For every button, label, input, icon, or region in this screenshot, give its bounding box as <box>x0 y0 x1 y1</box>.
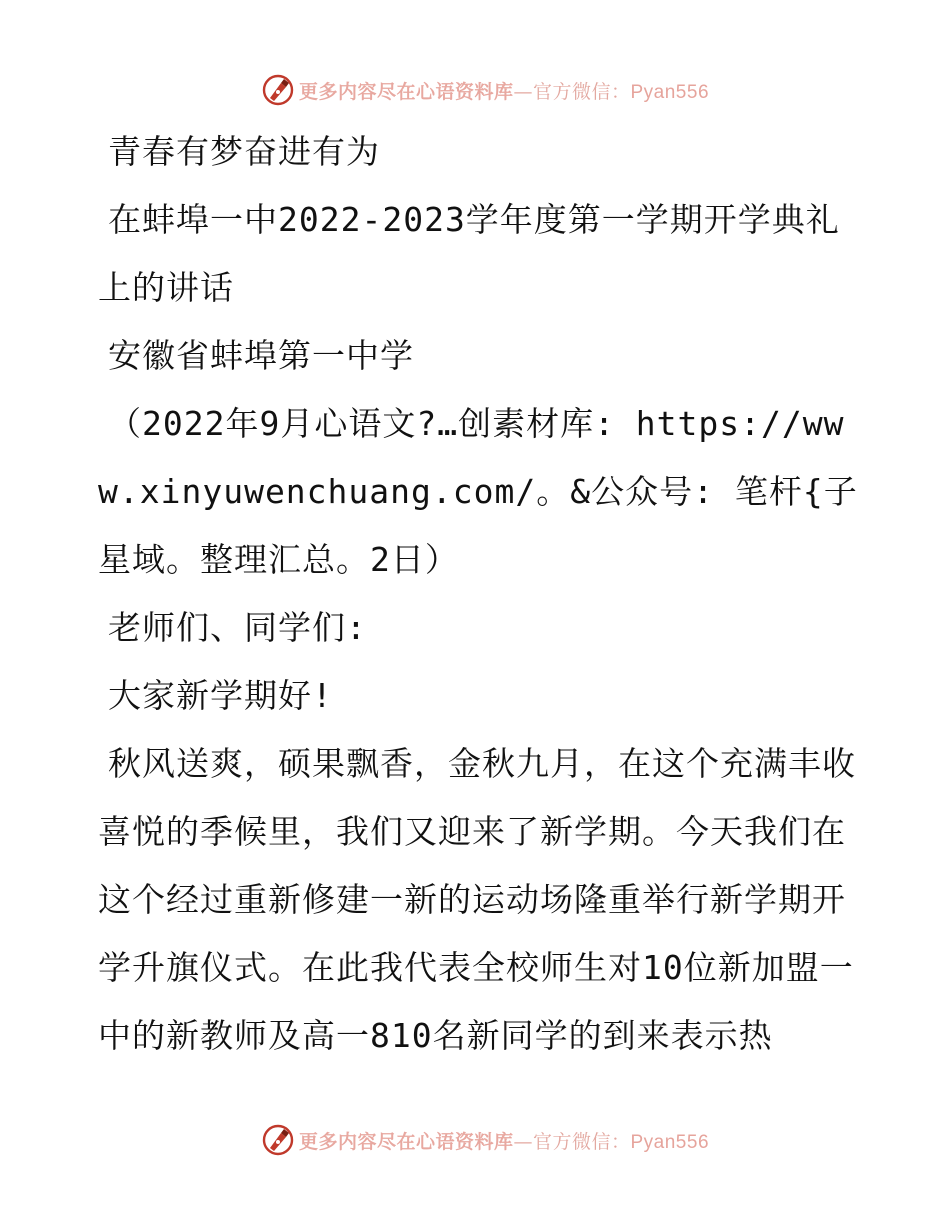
footer-watermark-banner <box>0 1120 950 1160</box>
pen-logo-icon <box>261 73 295 107</box>
document-greeting: 老师们、同学们: <box>108 608 367 647</box>
document-subtitle: 在蚌埠一中2022-2023学年度第一学期开学典礼上的讲话 <box>98 200 840 307</box>
document-title: 青春有梦奋进有为 <box>108 132 380 171</box>
watermark-text: 更多内容尽在心语资料库—官方微信：Pyan556 <box>298 80 710 103</box>
document-body-paragraph: 秋风送爽，硕果飘香，金秋九月，在这个充满丰收喜悦的季候里，我们又迎来了新学期。今天我们在这个经过重新修建一新的运动场隆重举行新学期开学升旗仪式。在此我代表全校师生对10位新加盟一中的新教师及高一810名新同学的到来表示热 <box>98 744 856 1055</box>
document-date-note: （2022年9月心语文?…创素材库: https://www.xinyuwenchuang.com/。&公众号: 笔杆{子星域。整理汇总。2日） <box>98 404 858 579</box>
document-body <box>98 118 858 1070</box>
watermark-content <box>261 1123 709 1157</box>
watermark-text: 更多内容尽在心语资料库—官方微信：Pyan556 <box>298 1130 710 1153</box>
header-watermark-banner <box>0 70 950 110</box>
document-school: 安徽省蚌埠第一中学 <box>108 336 414 375</box>
document-salute: 大家新学期好! <box>108 676 333 715</box>
watermark-content <box>261 73 709 107</box>
pen-logo-icon <box>261 1123 295 1157</box>
